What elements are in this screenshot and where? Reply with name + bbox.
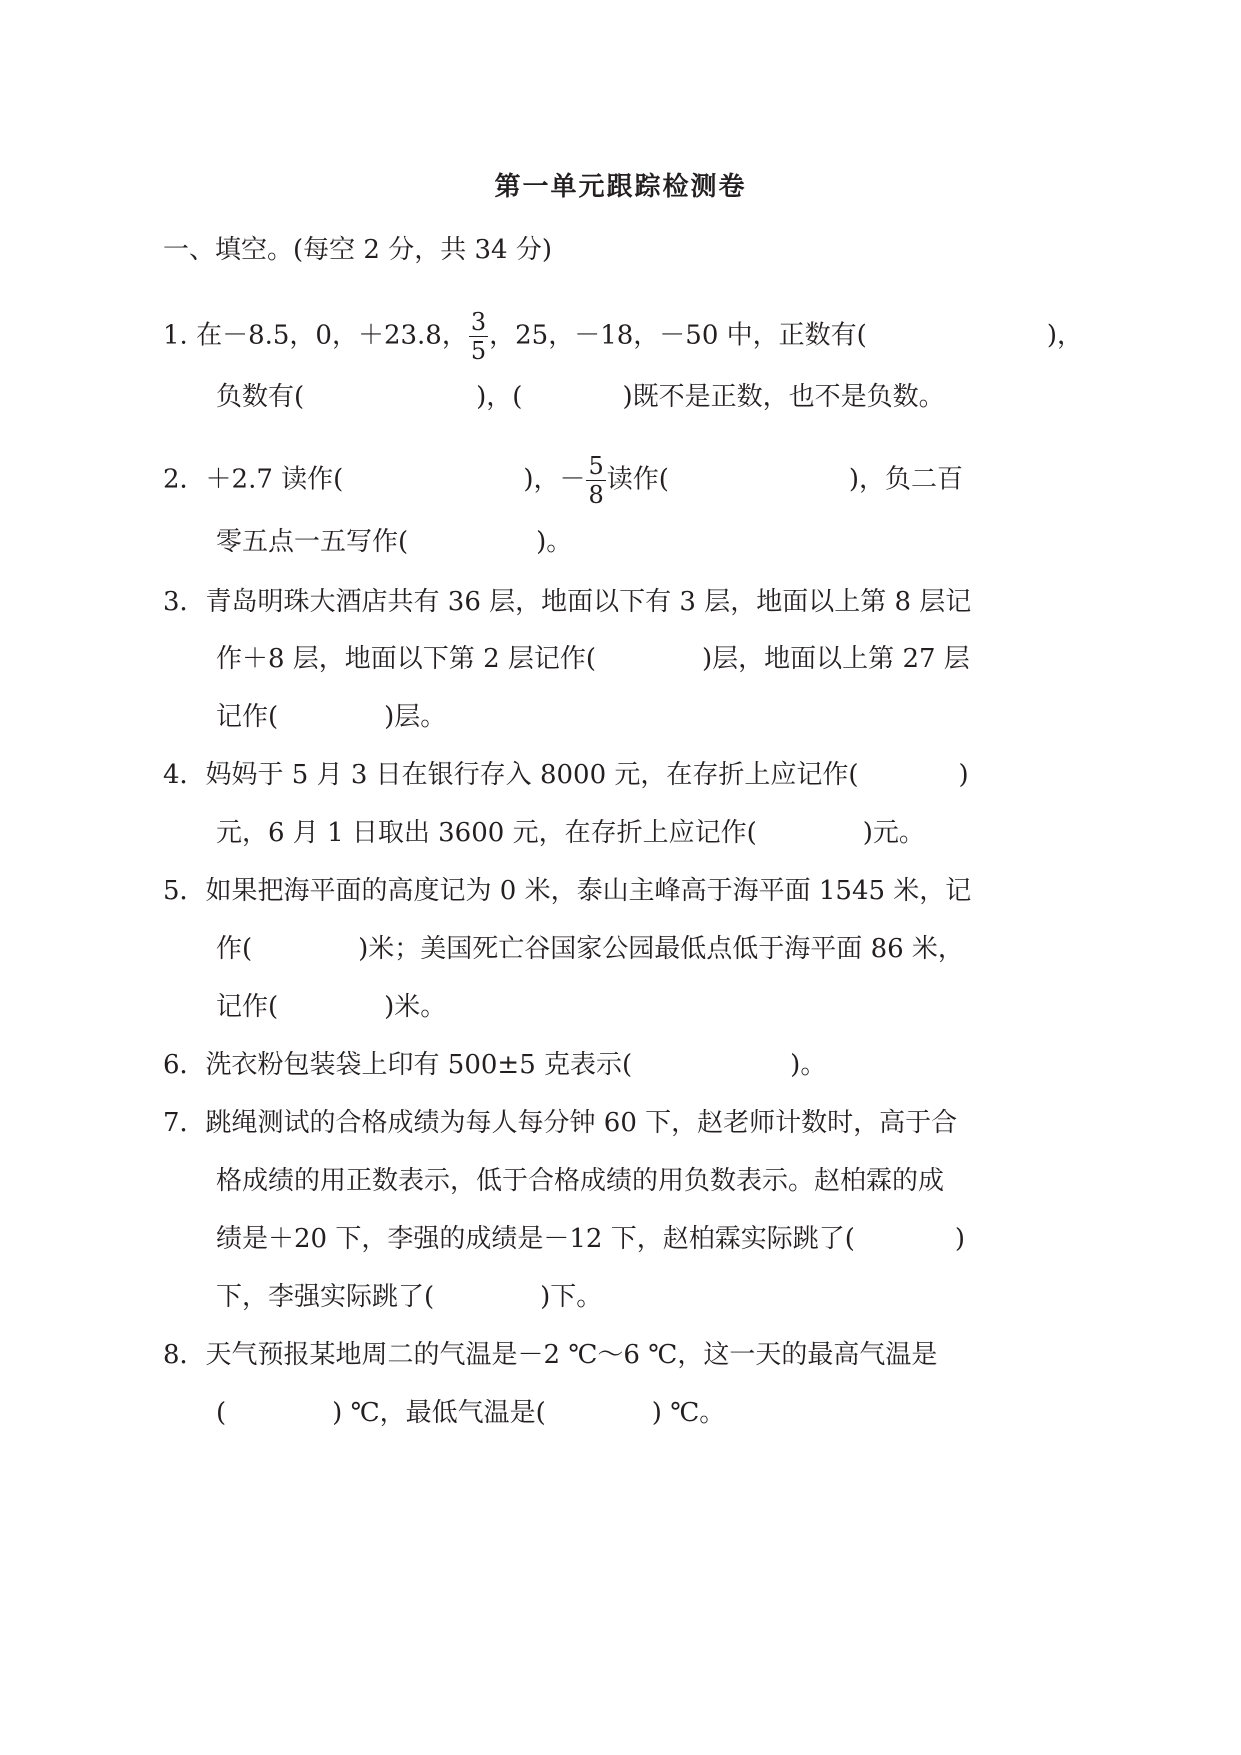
question-3-text-c: 记作( — [216, 702, 279, 732]
fraction-numerator: 5 — [588, 452, 604, 480]
question-4-text-d: )元。 — [862, 818, 925, 848]
question-3-text-d: )层。 — [384, 702, 447, 732]
question-6-text-b: )。 — [790, 1050, 827, 1080]
page-title: 第一单元跟踪检测卷 — [494, 172, 747, 202]
question-7-text-b: ) — [954, 1224, 965, 1254]
question-7-text-a: 绩是＋20 下，李强的成绩是－12 下，赵柏霖实际跳了( — [216, 1224, 855, 1254]
question-7-line-4 — [216, 1280, 602, 1314]
fraction-five-eighths — [586, 452, 605, 509]
question-3-text-a: 作＋8 层，地面以下第 2 层记作( — [216, 644, 597, 674]
question-7-line-3 — [216, 1222, 965, 1256]
question-2-text-b: )，－ — [523, 464, 586, 495]
question-3-line-1: 3．青岛明珠大酒店共有 36 层，地面以下有 3 层，地面以上第 8 层记 — [163, 587, 972, 617]
question-4-line-2 — [216, 816, 925, 850]
question-1-text-c: )， — [1046, 320, 1083, 351]
question-1-text-a: 1. 在－8.5，0，＋23.8， — [163, 320, 468, 351]
question-8-line-2 — [216, 1396, 725, 1430]
question-4-text-c: 元，6 月 1 日取出 3600 元，在存折上应记作( — [216, 818, 757, 848]
question-2-line-1 — [163, 452, 964, 509]
question-6-text-a: 6．洗衣粉包装袋上印有 500±5 克表示( — [163, 1050, 633, 1080]
question-1-text-d: 负数有( — [216, 382, 305, 412]
question-8-line-1: 8．天气预报某地周二的气温是－2 ℃～6 ℃，这一天的最高气温是 — [163, 1340, 938, 1370]
question-5-line-3 — [216, 990, 446, 1024]
question-1-line-2 — [216, 380, 945, 414]
question-2-text-a: 2．＋2.7 读作( — [163, 464, 344, 495]
section-heading: 一、填空。(每空 2 分，共 34 分) — [163, 235, 552, 265]
question-8-text-a: ( — [216, 1398, 227, 1428]
question-8-text-c: ) ℃。 — [651, 1398, 726, 1428]
question-5-line-1: 5．如果把海平面的高度记为 0 米，泰山主峰高于海平面 1545 米，记 — [163, 876, 972, 906]
question-3-line-3 — [216, 700, 446, 734]
question-2-text-e: 零五点一五写作( — [216, 527, 409, 557]
question-1-text-e: )，( — [476, 382, 523, 412]
question-2-text-c: 读作( — [606, 464, 669, 495]
question-2-line-2 — [216, 525, 572, 559]
question-4-text-b: ) — [958, 760, 969, 790]
question-5-text-b: )米；美国死亡谷国家公园最低点低于海平面 86 米， — [358, 934, 964, 964]
question-1-text-f: )既不是正数，也不是负数。 — [622, 382, 945, 412]
fraction-numerator: 3 — [470, 308, 487, 336]
question-4-text-a: 4．妈妈于 5 月 3 日在银行存入 8000 元，在存折上应记作( — [163, 760, 859, 790]
question-7-line-1: 7．跳绳测试的合格成绩为每人每分钟 60 下，赵老师计数时，高于合 — [163, 1108, 958, 1138]
question-7-text-c: 下，李强实际跳了( — [216, 1282, 435, 1312]
fraction-denominator: 8 — [588, 481, 604, 509]
question-5-text-c: 记作( — [216, 992, 279, 1022]
fraction-denominator: 5 — [470, 337, 487, 365]
question-7-text-d: )下。 — [540, 1282, 603, 1312]
question-4-line-1 — [163, 758, 969, 792]
question-2-text-f: )。 — [536, 527, 573, 557]
question-1-line-1 — [163, 308, 1083, 365]
question-5-line-2 — [216, 932, 964, 966]
question-6-line-1 — [163, 1048, 826, 1082]
question-3-text-b: )层，地面以上第 27 层 — [702, 644, 970, 674]
question-3-line-2 — [216, 642, 970, 676]
question-2-text-d: )，负二百 — [848, 464, 964, 495]
question-7-line-2: 格成绩的用正数表示，低于合格成绩的用负数表示。赵柏霖的成 — [216, 1166, 945, 1196]
question-1-text-b: ，25，－18，－50 中，正数有( — [489, 320, 867, 351]
question-5-text-d: )米。 — [384, 992, 447, 1022]
fraction-three-fifths — [469, 308, 488, 365]
question-8-text-b: ) ℃，最低气温是( — [332, 1398, 546, 1428]
question-5-text-a: 作( — [216, 934, 253, 964]
